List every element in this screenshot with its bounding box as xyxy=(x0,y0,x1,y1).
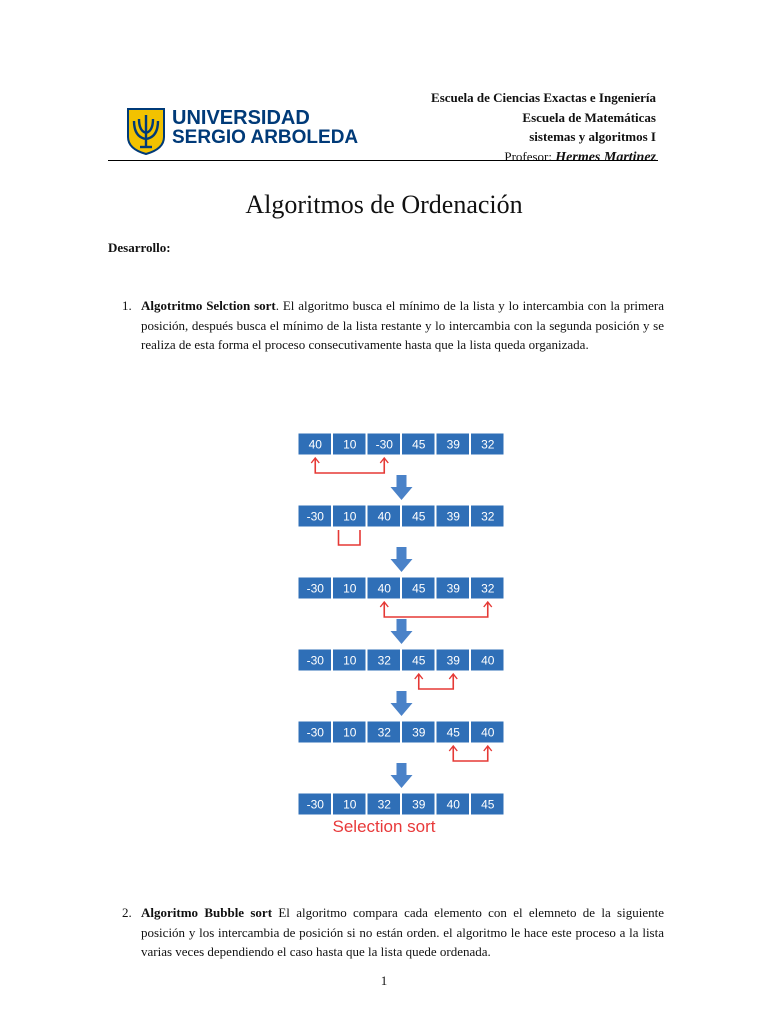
logo-wordmark xyxy=(172,108,358,148)
item-body: El algoritmo compara cada elemento con el elemneto de la siguiente posición y los intercambia de posición si no están orden. el algoritmo le hace este proceso a la lista varias veces dependiendo el caso hasta que la lista quede ordenada. xyxy=(141,905,664,959)
array-cell-value: -30 xyxy=(375,437,393,452)
page-number: 1 xyxy=(380,973,388,988)
array-cell-value: 39 xyxy=(446,581,460,596)
header-info xyxy=(431,88,656,167)
figure-caption: Selection sort xyxy=(332,817,436,836)
array-cell-value: 39 xyxy=(446,437,460,452)
array-cell-value: 32 xyxy=(377,797,391,812)
array-cell-value: -30 xyxy=(306,509,324,524)
swap-indicator xyxy=(339,530,361,545)
array-cell-value: 40 xyxy=(377,509,391,524)
array-cell-value: 45 xyxy=(412,653,426,668)
array-cell-value: 40 xyxy=(377,581,391,596)
array-cell-value: 45 xyxy=(412,437,426,452)
swap-indicator xyxy=(384,602,488,617)
item-text xyxy=(141,296,664,355)
array-cell-value: 40 xyxy=(481,653,495,668)
down-arrow-icon xyxy=(391,691,413,716)
item-number: 2. xyxy=(122,905,132,920)
array-cell-value: 45 xyxy=(412,509,426,524)
array-cell-value: 39 xyxy=(446,509,460,524)
array-cell-value: -30 xyxy=(306,797,324,812)
item-number: 1. xyxy=(122,298,132,313)
professor-label: Profesor: xyxy=(504,148,553,164)
swap-indicator xyxy=(419,674,454,689)
down-arrow-icon xyxy=(391,547,413,572)
array-cell-value: 32 xyxy=(481,581,495,596)
item-heading: Algoritmo Bubble sort xyxy=(141,905,273,920)
array-cell-value: -30 xyxy=(306,581,324,596)
array-cell-value: 40 xyxy=(446,797,460,812)
array-cell-value: 39 xyxy=(446,653,460,668)
array-cell-value: 10 xyxy=(343,653,357,668)
array-cell-value: 45 xyxy=(481,797,495,812)
professor-name: Hermes Martinez xyxy=(555,149,656,165)
array-cell-value: 10 xyxy=(343,581,357,596)
header-divider xyxy=(108,160,658,161)
array-cell-value: 10 xyxy=(343,437,357,452)
array-cell-value: 45 xyxy=(412,581,426,596)
array-cell-value: 39 xyxy=(412,725,426,740)
array-cell-value: 40 xyxy=(481,725,495,740)
course-name: sistemas y algoritmos I xyxy=(529,129,656,144)
down-arrow-icon xyxy=(391,763,413,788)
array-cell-value: 10 xyxy=(343,509,357,524)
array-cell-value: 40 xyxy=(308,437,322,452)
array-cell-value: 32 xyxy=(377,725,391,740)
down-arrow-icon xyxy=(391,619,413,644)
array-cell-value: 32 xyxy=(481,509,495,524)
school-name: Escuela de Ciencias Exactas e Ingeniería xyxy=(431,90,656,105)
array-cell-value: 39 xyxy=(412,797,426,812)
swap-indicator xyxy=(315,458,384,473)
array-cell-value: 45 xyxy=(446,725,460,740)
item-heading: Algotritmo Selction sort xyxy=(141,298,276,313)
array-cell-value: 10 xyxy=(343,725,357,740)
down-arrow-icon xyxy=(391,475,413,500)
department-name: Escuela de Matemáticas xyxy=(522,109,656,125)
item-text xyxy=(141,903,664,962)
logo-line-1: UNIVERSIDAD xyxy=(172,107,310,129)
university-logo xyxy=(126,107,366,157)
list-item-bubble-sort xyxy=(108,903,664,962)
array-cell-value: -30 xyxy=(306,653,324,668)
shield-icon xyxy=(126,107,166,155)
logo-line-2: SERGIO ARBOLEDA xyxy=(172,127,359,148)
list-item-selection-sort xyxy=(108,296,664,355)
item-body: . El algoritmo busca el mínimo de la lista y lo intercambia con la primera posición, después busca el mínimo de la lista restante y lo intercambia con la segunda posición y se realiza de esta forma el proceso consecutivamente hasta que la lista queda organizada. xyxy=(141,298,664,352)
array-cell-value: 32 xyxy=(481,437,495,452)
array-cell-value: 10 xyxy=(343,797,357,812)
document-title: Algoritmos de Ordenación xyxy=(245,190,523,219)
selection-sort-diagram xyxy=(290,428,520,848)
array-cell-value: 32 xyxy=(377,653,391,668)
array-cell-value: -30 xyxy=(306,725,324,740)
section-label: Desarrollo: xyxy=(108,240,171,255)
professor-line xyxy=(431,147,656,168)
swap-indicator xyxy=(453,746,488,761)
